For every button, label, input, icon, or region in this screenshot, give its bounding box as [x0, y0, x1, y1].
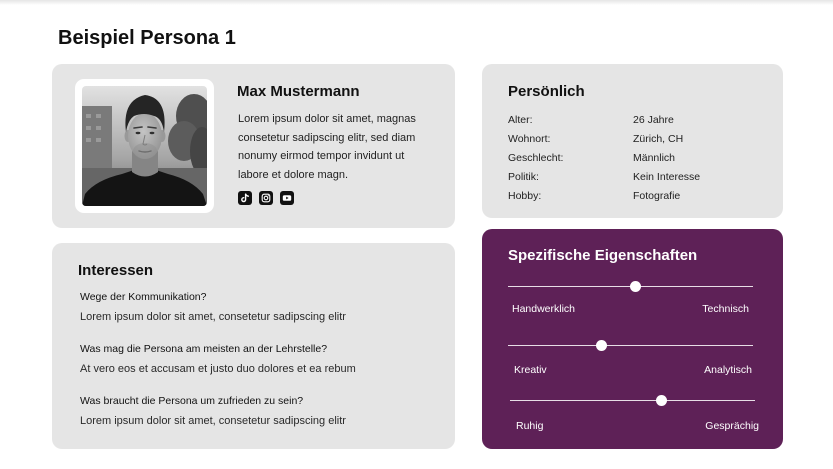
interests-heading: Interessen [78, 262, 154, 279]
detail-label: Geschlecht: [508, 151, 564, 164]
persona-name: Max Mustermann [237, 83, 360, 100]
detail-row-age [508, 110, 700, 129]
trait-scale-track [510, 400, 755, 401]
traits-card [482, 229, 783, 449]
detail-label: Wohnort: [508, 132, 551, 145]
tiktok-icon[interactable] [238, 191, 252, 205]
interest-question: Was braucht die Persona um zufrieden zu sein? [80, 395, 304, 407]
personal-heading: Persönlich [508, 83, 585, 100]
detail-value: 26 Jahre [633, 113, 674, 126]
detail-value: Kein Interesse [633, 170, 701, 183]
detail-row-hobby [508, 186, 700, 205]
interest-question: Was mag die Persona am meisten an der Lehrstelle? [80, 343, 328, 355]
interest-answer: Lorem ipsum dolor sit amet, consetetur sadipscing elitr [80, 415, 346, 427]
personal-card [482, 64, 783, 218]
profile-card [52, 64, 455, 228]
trait-scale-left-label: Ruhig [516, 420, 544, 432]
top-shadow [0, 0, 833, 5]
page-title: Beispiel Persona 1 [58, 27, 236, 49]
detail-label: Alter: [508, 113, 533, 126]
detail-row-gender [508, 148, 700, 167]
interest-answer: At vero eos et accusam et justo duo dolores et ea rebum [80, 363, 356, 375]
interest-question: Wege der Kommunikation? [80, 291, 207, 303]
trait-scale-right-label: Analytisch [704, 364, 752, 376]
profile-photo [82, 86, 207, 206]
interest-item [80, 393, 346, 429]
profile-photo-frame [75, 79, 214, 213]
detail-label: Hobby: [508, 189, 542, 202]
interest-item [80, 289, 346, 325]
interest-answer: Lorem ipsum dolor sit amet, consetetur sadipscing elitr [80, 311, 346, 323]
trait-scale-right-label: Technisch [702, 303, 749, 315]
trait-scale-track [508, 345, 753, 346]
interest-item [80, 341, 356, 377]
interests-card [52, 243, 455, 449]
trait-scale-left-label: Kreativ [514, 364, 547, 376]
detail-label: Politik: [508, 170, 539, 183]
detail-row-residence [508, 129, 700, 148]
social-links [238, 191, 294, 205]
trait-scale-left-label: Handwerklich [512, 303, 576, 315]
persona-bio: Lorem ipsum dolor sit amet, magnas consetetur sadipscing elitr, sed diam nonumy eirmod tempor invidunt ut labore et dolore magn. [238, 113, 416, 182]
detail-value: Männlich [633, 151, 676, 164]
instagram-icon[interactable] [259, 191, 273, 205]
trait-scale-right-label: Gesprächig [705, 420, 759, 432]
traits-heading: Spezifische Eigenschaften [508, 247, 698, 264]
trait-scale-knob [656, 395, 667, 406]
trait-scale-track [508, 286, 753, 287]
detail-value: Zürich, CH [633, 132, 684, 145]
youtube-icon[interactable] [280, 191, 294, 205]
detail-row-politics [508, 167, 700, 186]
trait-scale-knob [630, 281, 641, 292]
detail-value: Fotografie [633, 189, 681, 202]
personal-details [508, 110, 700, 205]
trait-scale-knob [596, 340, 607, 351]
